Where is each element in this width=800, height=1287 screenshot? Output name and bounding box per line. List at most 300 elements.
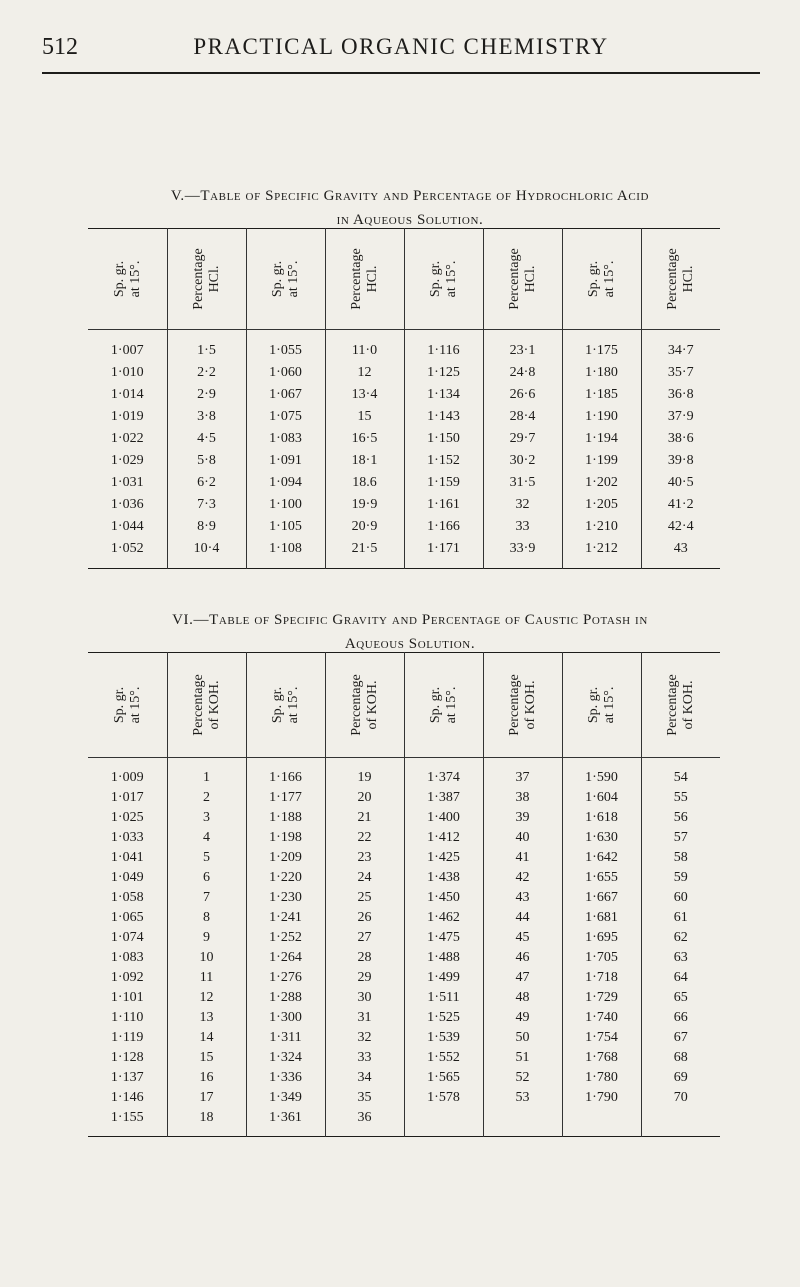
koh-table-cell: 67 (641, 1028, 720, 1048)
koh-caption-line-2: Aqueous Solution. (344, 636, 476, 652)
hcl-table-cell: 1·190 (562, 406, 641, 428)
koh-table-cell: 53 (483, 1088, 562, 1108)
hcl-table-cell: 1·014 (110, 387, 144, 402)
koh-column-header-line-2: at 15°. (602, 686, 617, 724)
koh-table-cell: 1·311 (246, 1028, 325, 1048)
hcl-table-cell: 24·8 (483, 362, 562, 384)
koh-table-cell: 48 (483, 988, 562, 1008)
hcl-table-cell: 35·7 (641, 362, 720, 384)
hcl-table-cell: 1·075 (246, 406, 325, 428)
koh-column-header (167, 653, 246, 758)
hcl-table-cell: 6·2 (167, 472, 246, 494)
hcl-table-cell: 40·5 (641, 472, 720, 494)
koh-table-cell: 10 (167, 948, 246, 968)
koh-table-cell: 1·590 (562, 758, 641, 789)
koh-table-cell: 1·110 (111, 1010, 144, 1025)
koh-table-cell (404, 1108, 483, 1137)
koh-table-cell: 1·718 (562, 968, 641, 988)
hcl-table-cell: 1·194 (562, 428, 641, 450)
koh-column-header (562, 653, 641, 758)
hcl-table-cell: 1·152 (404, 450, 483, 472)
koh-table-cell: 1·667 (562, 888, 641, 908)
hcl-table-cell: 1·5 (167, 330, 246, 363)
koh-table-cell: 51 (483, 1048, 562, 1068)
hcl-table-cell: 39·8 (641, 450, 720, 472)
koh-table-cell: 64 (641, 968, 720, 988)
koh-table-cell (641, 1108, 720, 1137)
koh-table-cell: 68 (641, 1048, 720, 1068)
koh-table-cell: 1·137 (110, 1070, 144, 1085)
koh-table-cell: 1 (167, 758, 246, 789)
koh-table-body (88, 758, 720, 1137)
hcl-column-header-line-1: Percentage (349, 248, 364, 310)
koh-table-cell: 1·264 (246, 948, 325, 968)
hcl-column-header-line-2: at 15°. (286, 260, 301, 298)
koh-table-cell: 23 (325, 848, 404, 868)
koh-table-cell: 16 (167, 1068, 246, 1088)
running-title: PRACTICAL ORGANIC CHEMISTRY (193, 34, 609, 59)
koh-table-cell: 1·288 (246, 988, 325, 1008)
koh-table-cell: 58 (641, 848, 720, 868)
hcl-table-cell: 36·8 (641, 384, 720, 406)
koh-table-cell: 1·241 (246, 908, 325, 928)
hcl-table-cell: 1·150 (404, 428, 483, 450)
koh-table-cell: 39 (483, 808, 562, 828)
koh-table-cell: 22 (325, 828, 404, 848)
hcl-table-cell: 19·9 (325, 494, 404, 516)
koh-table-cell: 1·220 (246, 868, 325, 888)
hcl-table-cell: 1·125 (404, 362, 483, 384)
hcl-table-cell: 23·1 (483, 330, 562, 363)
koh-table-row (88, 988, 720, 1008)
koh-header-row (88, 653, 720, 758)
koh-table-cell: 65 (641, 988, 720, 1008)
koh-table-cell: 1·374 (404, 758, 483, 789)
koh-column-header-line-1: Sp. gr. (270, 686, 285, 724)
koh-table-row (88, 1028, 720, 1048)
koh-table-cell: 62 (641, 928, 720, 948)
koh-table-row (88, 948, 720, 968)
koh-table-cell: 1·177 (246, 788, 325, 808)
koh-table-cell: 14 (167, 1028, 246, 1048)
koh-table-cell: 1·450 (404, 888, 483, 908)
koh-table-cell: 1·552 (404, 1048, 483, 1068)
hcl-table-cell: 1·055 (246, 330, 325, 363)
koh-table-row (88, 1088, 720, 1108)
hcl-table-cell: 1·044 (110, 519, 144, 534)
koh-table-row (88, 1068, 720, 1088)
koh-column-header (404, 653, 483, 758)
hcl-column-header-line-1: Percentage (191, 248, 206, 310)
koh-table-row (88, 1008, 720, 1028)
hcl-column-header-line-1: Sp. gr. (111, 260, 127, 298)
koh-table-cell: 43 (483, 888, 562, 908)
koh-table-cell: 35 (325, 1088, 404, 1108)
koh-table-cell: 1·155 (110, 1110, 144, 1125)
hcl-table-cell: 28·4 (483, 406, 562, 428)
koh-table-cell: 6 (167, 868, 246, 888)
hcl-column-header (562, 229, 641, 330)
hcl-column-header (483, 229, 562, 330)
koh-table-row (88, 888, 720, 908)
hcl-table-cell: 1·159 (404, 472, 483, 494)
hcl-table-cell: 1·202 (562, 472, 641, 494)
koh-column-header-line-1: Sp. gr. (111, 686, 127, 724)
header-rule (42, 72, 760, 74)
koh-table-cell: 24 (325, 868, 404, 888)
koh-table-cell: 1·655 (562, 868, 641, 888)
koh-table-cell: 63 (641, 948, 720, 968)
koh-table-cell: 1·025 (110, 810, 144, 825)
koh-table-cell: 1·198 (246, 828, 325, 848)
koh-table-cell: 1·578 (404, 1088, 483, 1108)
koh-column-header-line-1: Sp. gr. (586, 686, 601, 724)
koh-table-cell: 1·642 (562, 848, 641, 868)
hcl-table-cell: 1·210 (562, 516, 641, 538)
koh-table-cell: 54 (641, 758, 720, 789)
koh-table-cell: 4 (167, 828, 246, 848)
koh-table-cell: 1·425 (404, 848, 483, 868)
koh-table-cell: 1·276 (246, 968, 325, 988)
koh-table-cell: 1·511 (404, 988, 483, 1008)
hcl-column-header (404, 229, 483, 330)
hcl-table-cell: 38·6 (641, 428, 720, 450)
koh-column-header-line-2: of KOH. (523, 680, 538, 730)
koh-table-cell: 1·361 (246, 1108, 325, 1137)
koh-table-cell: 1·033 (110, 830, 144, 845)
hcl-table-cell: 41·2 (641, 494, 720, 516)
hcl-table-row (88, 516, 720, 538)
koh-table-cell: 42 (483, 868, 562, 888)
hcl-column-header-line-1: Percentage (665, 248, 680, 310)
koh-table-cell: 1·083 (110, 950, 144, 965)
koh-table-cell: 1·017 (110, 790, 144, 805)
koh-table-cell: 1·300 (246, 1008, 325, 1028)
koh-table-cell: 57 (641, 828, 720, 848)
koh-column-header-line-1: Sp. gr. (428, 686, 443, 724)
koh-table-cell: 11 (167, 968, 246, 988)
hcl-table-cell: 1·143 (404, 406, 483, 428)
koh-table-cell: 34 (325, 1068, 404, 1088)
hcl-column-header-line-2: HCl. (523, 265, 538, 293)
koh-table-caption (60, 608, 760, 656)
hcl-table-row (88, 362, 720, 384)
koh-table-cell: 1·780 (562, 1068, 641, 1088)
koh-table-cell: 1·729 (562, 988, 641, 1008)
koh-table-row (88, 788, 720, 808)
hcl-table-row (88, 494, 720, 516)
koh-table-cell: 1·209 (246, 848, 325, 868)
hcl-caption-line-1: V.—Table of Specific Gravity and Percentage of Hydrochloric Acid (170, 188, 650, 204)
hcl-table-cell: 1·166 (404, 516, 483, 538)
koh-column-header-line-1: Percentage (665, 674, 680, 736)
hcl-table-row (88, 330, 720, 363)
hcl-table-cell: 18·1 (325, 450, 404, 472)
koh-table-cell: 1·475 (404, 928, 483, 948)
hcl-table-cell: 1·083 (246, 428, 325, 450)
koh-table-cell: 38 (483, 788, 562, 808)
koh-table-cell: 44 (483, 908, 562, 928)
koh-table (88, 652, 720, 1137)
hcl-table-cell: 15 (325, 406, 404, 428)
hcl-table-row (88, 450, 720, 472)
koh-table-row (88, 968, 720, 988)
koh-table-cell: 1·092 (110, 970, 144, 985)
koh-table-cell: 1·790 (562, 1088, 641, 1108)
koh-table-cell: 1·705 (562, 948, 641, 968)
hcl-table-row (88, 472, 720, 494)
koh-table-cell: 1·462 (404, 908, 483, 928)
hcl-table-block (88, 228, 720, 569)
koh-column-header-line-1: Percentage (191, 674, 206, 736)
koh-table-cell: 28 (325, 948, 404, 968)
koh-table-cell: 1·604 (562, 788, 641, 808)
koh-table-cell: 50 (483, 1028, 562, 1048)
hcl-table-cell: 1·175 (562, 330, 641, 363)
hcl-table-cell: 1·029 (110, 453, 144, 468)
koh-table-cell: 1·065 (110, 910, 144, 925)
hcl-column-header (641, 229, 720, 330)
koh-table-cell: 1·754 (562, 1028, 641, 1048)
koh-table-cell: 1·041 (110, 850, 144, 865)
hcl-table-cell: 1·022 (110, 431, 144, 446)
koh-table-cell: 29 (325, 968, 404, 988)
koh-table-cell: 1·101 (110, 990, 144, 1005)
hcl-table-cell: 1·205 (562, 494, 641, 516)
hcl-table-cell: 1·171 (404, 538, 483, 569)
hcl-column-header-line-2: HCl. (681, 265, 696, 293)
koh-column-header-line-2: of KOH. (207, 680, 222, 730)
hcl-table-cell: 30·2 (483, 450, 562, 472)
hcl-table-cell: 1·052 (110, 541, 144, 556)
koh-column-header (641, 653, 720, 758)
page-header (42, 28, 760, 72)
koh-table-cell: 15 (167, 1048, 246, 1068)
hcl-table-caption (60, 184, 760, 232)
koh-table-cell: 2 (167, 788, 246, 808)
koh-table-cell: 32 (325, 1028, 404, 1048)
hcl-table-cell: 1·180 (562, 362, 641, 384)
koh-table-cell: 1·438 (404, 868, 483, 888)
hcl-table-cell: 12 (325, 362, 404, 384)
hcl-table-cell: 32 (483, 494, 562, 516)
hcl-table-cell: 43 (641, 538, 720, 569)
koh-table-cell: 9 (167, 928, 246, 948)
koh-column-header-line-2: of KOH. (681, 680, 696, 730)
hcl-table-cell: 33 (483, 516, 562, 538)
hcl-caption-line-2: in Aqueous Solution. (336, 212, 484, 228)
koh-table-cell: 1·119 (111, 1030, 144, 1045)
koh-column-header (483, 653, 562, 758)
koh-caption-line-1: VI.—Table of Specific Gravity and Percentage of Caustic Potash in (172, 612, 648, 628)
koh-table-cell: 1·525 (404, 1008, 483, 1028)
page-number: 512 (42, 34, 78, 60)
koh-table-cell: 25 (325, 888, 404, 908)
koh-table-cell: 8 (167, 908, 246, 928)
hcl-table-cell: 1·105 (246, 516, 325, 538)
hcl-table-cell: 34·7 (641, 330, 720, 363)
hcl-table-row (88, 538, 720, 569)
koh-table-cell: 31 (325, 1008, 404, 1028)
hcl-column-header-line-2: at 15°. (127, 260, 143, 298)
hcl-table-cell: 11·0 (325, 330, 404, 363)
koh-table-cell: 1·166 (246, 758, 325, 789)
koh-table-cell: 45 (483, 928, 562, 948)
koh-table-block (88, 652, 720, 1137)
koh-table-row (88, 928, 720, 948)
koh-table-cell: 1·336 (246, 1068, 325, 1088)
koh-table-cell: 1·349 (246, 1088, 325, 1108)
koh-table-cell: 12 (167, 988, 246, 1008)
koh-column-header (246, 653, 325, 758)
koh-table-cell: 1·049 (110, 870, 144, 885)
koh-table-cell: 1·009 (110, 770, 144, 785)
koh-table-cell: 1·740 (562, 1008, 641, 1028)
koh-table-cell: 1·400 (404, 808, 483, 828)
koh-table-cell: 5 (167, 848, 246, 868)
koh-column-header-line-1: Percentage (349, 674, 364, 736)
hcl-table (88, 228, 720, 569)
koh-table-cell: 1·695 (562, 928, 641, 948)
hcl-column-header (167, 229, 246, 330)
koh-table-cell: 70 (641, 1088, 720, 1108)
hcl-table-body (88, 330, 720, 569)
hcl-table-row (88, 384, 720, 406)
koh-table-cell: 55 (641, 788, 720, 808)
hcl-column-header (325, 229, 404, 330)
koh-column-header-line-2: at 15°. (286, 686, 301, 724)
koh-table-cell: 1·412 (404, 828, 483, 848)
koh-table-cell: 69 (641, 1068, 720, 1088)
koh-table-cell: 52 (483, 1068, 562, 1088)
hcl-table-cell: 16·5 (325, 428, 404, 450)
koh-table-row (88, 868, 720, 888)
hcl-table-cell: 1·019 (110, 409, 144, 424)
koh-table-row (88, 1048, 720, 1068)
hcl-table-cell: 1·108 (246, 538, 325, 569)
koh-column-header-line-2: at 15°. (444, 686, 459, 724)
hcl-table-cell: 1·116 (404, 330, 483, 363)
koh-table-cell: 30 (325, 988, 404, 1008)
hcl-table-cell: 5·8 (167, 450, 246, 472)
hcl-column-header-line-1: Sp. gr. (586, 260, 601, 298)
hcl-table-cell: 26·6 (483, 384, 562, 406)
koh-table-cell: 1·074 (110, 930, 144, 945)
hcl-table-cell: 33·9 (483, 538, 562, 569)
koh-column-header (88, 653, 167, 758)
koh-table-cell: 1·539 (404, 1028, 483, 1048)
koh-table-cell: 37 (483, 758, 562, 789)
koh-column-header-line-2: at 15°. (127, 686, 143, 724)
hcl-column-header-line-2: HCl. (365, 265, 380, 293)
koh-table-cell: 18 (167, 1108, 246, 1137)
koh-table-cell: 20 (325, 788, 404, 808)
koh-table-cell: 40 (483, 828, 562, 848)
hcl-table-cell: 1·185 (562, 384, 641, 406)
hcl-table-cell: 1·100 (246, 494, 325, 516)
hcl-table-cell: 8·9 (167, 516, 246, 538)
hcl-column-header-line-2: at 15°. (444, 260, 459, 298)
koh-table-cell: 1·618 (562, 808, 641, 828)
koh-table-cell: 1·146 (110, 1090, 144, 1105)
hcl-table-cell: 13·4 (325, 384, 404, 406)
hcl-table-cell: 1·060 (246, 362, 325, 384)
koh-table-row (88, 808, 720, 828)
koh-table-cell: 66 (641, 1008, 720, 1028)
koh-table-row (88, 758, 720, 789)
hcl-table-cell: 1·067 (246, 384, 325, 406)
koh-table-cell: 1·681 (562, 908, 641, 928)
koh-table-cell: 1·488 (404, 948, 483, 968)
koh-table-cell (483, 1108, 562, 1137)
koh-table-cell: 1·230 (246, 888, 325, 908)
koh-table-cell: 46 (483, 948, 562, 968)
hcl-table-cell: 1·161 (404, 494, 483, 516)
koh-table-cell: 1·128 (110, 1050, 144, 1065)
koh-table-cell: 27 (325, 928, 404, 948)
koh-table-cell: 1·058 (110, 890, 144, 905)
koh-table-cell: 1·565 (404, 1068, 483, 1088)
koh-table-cell: 21 (325, 808, 404, 828)
hcl-table-cell: 21·5 (325, 538, 404, 569)
koh-table-row (88, 1108, 720, 1137)
hcl-table-cell: 42·4 (641, 516, 720, 538)
koh-column-header-line-2: of KOH. (365, 680, 380, 730)
koh-table-row (88, 828, 720, 848)
hcl-table-cell: 4·5 (167, 428, 246, 450)
hcl-table-cell: 20·9 (325, 516, 404, 538)
hcl-table-cell: 18.6 (325, 472, 404, 494)
hcl-table-cell: 1·031 (110, 475, 144, 490)
hcl-table-cell: 2·9 (167, 384, 246, 406)
koh-table-cell: 17 (167, 1088, 246, 1108)
hcl-table-cell: 1·212 (562, 538, 641, 569)
koh-table-cell (562, 1108, 641, 1137)
hcl-table-row (88, 406, 720, 428)
hcl-table-cell: 2·2 (167, 362, 246, 384)
koh-table-cell: 41 (483, 848, 562, 868)
koh-table-cell: 1·768 (562, 1048, 641, 1068)
koh-table-cell: 59 (641, 868, 720, 888)
koh-table-cell: 1·630 (562, 828, 641, 848)
hcl-table-cell: 1·036 (110, 497, 144, 512)
hcl-column-header-line-1: Sp. gr. (428, 260, 443, 298)
koh-table-cell: 47 (483, 968, 562, 988)
hcl-table-cell: 3·8 (167, 406, 246, 428)
hcl-table-cell: 10·4 (167, 538, 246, 569)
hcl-table-cell: 1·010 (110, 365, 144, 380)
hcl-table-row (88, 428, 720, 450)
koh-table-cell: 1·499 (404, 968, 483, 988)
koh-column-header (325, 653, 404, 758)
koh-table-cell: 1·188 (246, 808, 325, 828)
koh-table-cell: 56 (641, 808, 720, 828)
koh-table-cell: 26 (325, 908, 404, 928)
hcl-column-header-line-2: HCl. (207, 265, 222, 293)
hcl-table-cell: 1·091 (246, 450, 325, 472)
hcl-column-header (88, 229, 167, 330)
hcl-table-cell: 1·134 (404, 384, 483, 406)
hcl-header-row (88, 229, 720, 330)
koh-table-cell: 19 (325, 758, 404, 789)
hcl-column-header-line-1: Sp. gr. (270, 260, 285, 298)
hcl-column-header-line-2: at 15°. (602, 260, 617, 298)
hcl-table-cell: 1·199 (562, 450, 641, 472)
hcl-table-cell: 31·5 (483, 472, 562, 494)
hcl-table-cell: 1·007 (110, 343, 144, 358)
hcl-table-cell: 37·9 (641, 406, 720, 428)
koh-table-row (88, 908, 720, 928)
